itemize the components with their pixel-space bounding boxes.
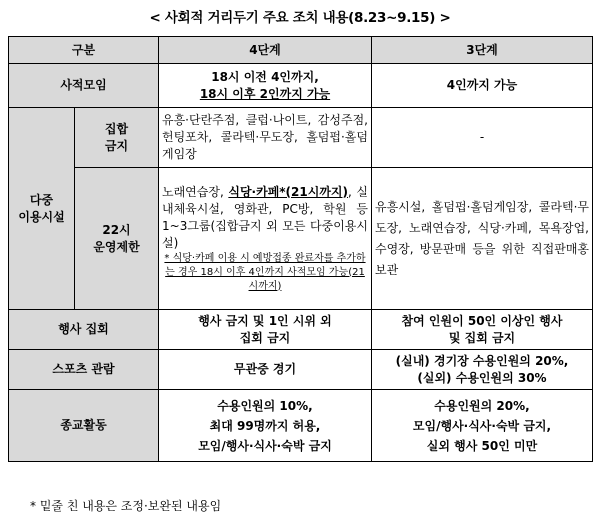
row-facilities-banned: [9, 108, 593, 168]
text-line: 및 집회 금지: [448, 330, 516, 345]
text-block: [162, 184, 368, 252]
text-line: 실외 행사 50인 미만: [426, 438, 538, 453]
row-events: [9, 310, 593, 350]
label-banned: [75, 108, 159, 168]
text-line: (실외) 수용인원의 30%: [417, 370, 547, 385]
text-line: 모임/행사·식사·숙박 금지: [198, 438, 332, 453]
header-level3: 3단계: [372, 37, 593, 64]
cell-events-l4: [159, 310, 372, 350]
header-level4: 4단계: [159, 37, 372, 64]
cell-restricted-l3: 유흥시설, 홀덤펍·홀덤게임장, 콜라텍·무도장, 노래연습장, 식당·카페, 목욕장업, 수영장, 방문판매 등을 위한 직접판매홍보관: [372, 168, 593, 310]
text-line: 다중: [29, 192, 54, 207]
text-line-underlined: 18시 이후 2인까지 가능: [199, 86, 331, 101]
text-line: 수용인원의 10%,: [217, 398, 313, 413]
cell-private-gathering-l4: [159, 64, 372, 108]
label-events: 행사 집회: [9, 310, 159, 350]
text-line: 운영제한: [93, 239, 140, 254]
text-line: 수용인원의 20%,: [434, 398, 530, 413]
text-line: 금지: [104, 138, 129, 153]
text-line: (실내) 경기장 수용인원의 20%,: [395, 353, 569, 368]
note-text: * 식당·카페 이용 시 예방접종 완료자를 추가하는 경우 18시 이후 4인까지 사적모임 가능(21시까지): [164, 252, 366, 292]
header-row: [9, 37, 593, 64]
text-span-underlined: 식당·카페*(21시까지): [228, 184, 349, 199]
label-facilities: [9, 108, 75, 310]
row-sports: [9, 350, 593, 390]
text-line: 18시 이전 4인까지,: [211, 69, 319, 84]
text-line: 모임/행사·식사·숙박 금지,: [412, 418, 552, 433]
measures-table: [8, 36, 593, 462]
text-line: 최대 99명까지 허용,: [209, 418, 321, 433]
text-line: 이용시설: [18, 209, 65, 224]
label-religion: 종교활동: [9, 390, 159, 462]
label-sports: 스포츠 관람: [9, 350, 159, 390]
footnote: * 밑줄 친 내용은 조정·보완된 내용임: [30, 499, 222, 513]
row-private-gathering: [9, 64, 593, 108]
text-line: 22시: [102, 222, 131, 237]
cell-religion-l4: [159, 390, 372, 462]
cell-sports-l3: [372, 350, 593, 390]
label-private-gathering: 사적모임: [9, 64, 159, 108]
header-category: 구분: [9, 37, 159, 64]
text-line: 집합: [104, 121, 129, 136]
cell-restricted-l4: [159, 168, 372, 310]
text-line: 행사 금지 및 1인 시위 외: [198, 313, 332, 328]
cell-banned-l4: 유흥·단란주점, 클럽·나이트, 감성주점, 헌팅포차, 콜라텍·무도장, 홀덤펍·홀덤게임장: [159, 108, 372, 168]
row-religion: [9, 390, 593, 462]
label-restricted: [75, 168, 159, 310]
cell-religion-l3: [372, 390, 593, 462]
cell-banned-l3: -: [372, 108, 593, 168]
text-span: , 실내체육시설, 영화관, PC방, 학원 등 1~3그룹(집합금지 외 모든 다중이용시설): [162, 184, 368, 250]
page-title: < 사회적 거리두기 주요 조치 내용(8.23~9.15) >: [149, 10, 451, 26]
row-facilities-restricted: [9, 168, 593, 310]
text-line: 참여 인원이 50인 이상인 행사: [401, 313, 563, 328]
cell-events-l3: [372, 310, 593, 350]
text-span: 노래연습장,: [162, 184, 229, 199]
text-line: 집회 금지: [239, 330, 291, 345]
cell-private-gathering-l3: 4인까지 가능: [372, 64, 593, 108]
cell-sports-l4: 무관중 경기: [159, 350, 372, 390]
